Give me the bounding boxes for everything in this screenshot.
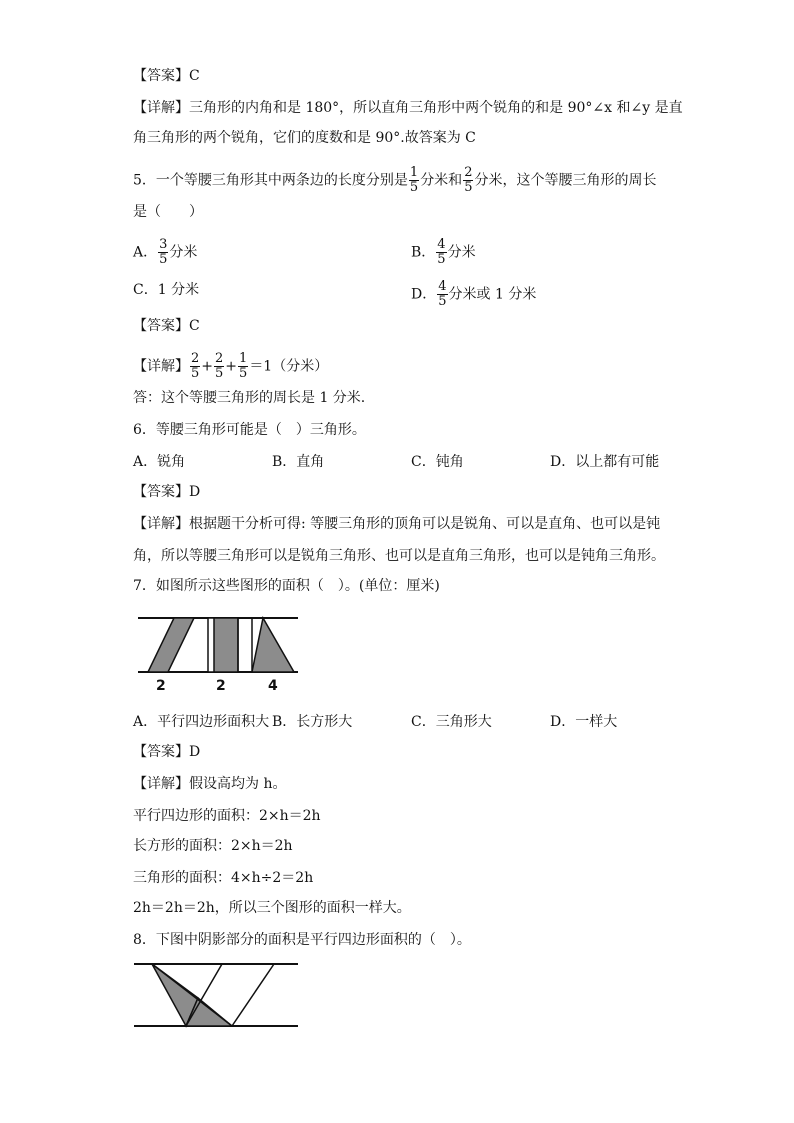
q8-parallelogram-right-side bbox=[232, 964, 274, 1026]
q7-detail: 【详解】假设高均为 h。 bbox=[133, 776, 287, 792]
q5-detail: 【详解】 $\frac{2}{5}$ + $\frac{2}{5}$ + $\frac{1}{5}$ ＝1（分米） bbox=[133, 351, 329, 381]
q7-label-rectangle-base: 2 bbox=[216, 678, 226, 692]
q6-answer: 【答案】D bbox=[133, 484, 201, 500]
q5-stem bbox=[133, 166, 656, 195]
q7-option-a: A．平行四边形面积大 bbox=[133, 714, 270, 730]
q5-fraction-2: $\frac{2}{5}$ bbox=[464, 165, 473, 195]
q6-option-c: C．钝角 bbox=[411, 454, 464, 470]
q5-option-a-fraction: $\frac{3}{5}$ bbox=[159, 237, 168, 267]
q5-stem-part2: 分米和 bbox=[420, 172, 463, 189]
q5-option-b-fraction: $\frac{4}{5}$ bbox=[437, 237, 446, 267]
q4-answer: 【答案】C bbox=[133, 68, 200, 84]
q5-answer: 【答案】C bbox=[133, 318, 200, 334]
q5-option-d-fraction: $\frac{4}{5}$ bbox=[438, 279, 447, 309]
q5-option-a: A． $\frac{3}{5}$ 分米 bbox=[133, 237, 198, 267]
q5-stem-line2: 是（ ） bbox=[133, 204, 203, 220]
q5-fraction-1: $\frac{1}{5}$ bbox=[409, 165, 419, 195]
q5-stem-part1: 5．一个等腰三角形其中两条边的长度分别是 bbox=[133, 172, 408, 189]
q5-option-d: D． $\frac{4}{5}$ 分米或 1 分米 bbox=[411, 279, 537, 309]
q8-stem: 8．下图中阴影部分的面积是平行四边形面积的（ ）。 bbox=[133, 932, 471, 948]
q7-option-d: D．一样大 bbox=[550, 714, 618, 730]
q5-option-c: C．1 分米 bbox=[133, 282, 200, 298]
q5-stem-part3: 分米，这个等腰三角形的周长 bbox=[474, 172, 657, 189]
q4-detail-line2: 角三角形的两个锐角，它们的度数和是 90°.故答案为 C bbox=[133, 130, 476, 146]
q5-conclusion: 答：这个等腰三角形的周长是 1 分米. bbox=[133, 390, 366, 406]
q7-triangle bbox=[252, 618, 294, 672]
q7-option-b: B．长方形大 bbox=[272, 714, 353, 730]
q4-detail-line1: 【详解】三角形的内角和是 180°，所以直角三角形中两个锐角的和是 90°∠x 和∠y 是直 bbox=[133, 100, 683, 116]
q6-detail-line2: 角，所以等腰三角形可以是锐角三角形、也可以是直角三角形，也可以是钝角三角形。 bbox=[133, 548, 665, 564]
q7-parallelogram bbox=[148, 618, 194, 672]
q7-figure bbox=[136, 612, 300, 692]
q7-rectangle bbox=[214, 618, 238, 672]
q7-label-parallelogram-base: 2 bbox=[156, 678, 166, 692]
q7-calc-rectangle: 长方形的面积：2×h＝2h bbox=[133, 838, 293, 854]
q7-label-triangle-base: 4 bbox=[268, 678, 278, 692]
q7-conclusion: 2h＝2h＝2h，所以三个图形的面积一样大。 bbox=[133, 900, 411, 916]
q6-stem: 6．等腰三角形可能是（ ）三角形。 bbox=[133, 422, 366, 438]
q7-answer: 【答案】D bbox=[133, 744, 201, 760]
q7-option-c: C．三角形大 bbox=[411, 714, 492, 730]
q7-stem: 7．如图所示这些图形的面积（ ）。(单位：厘米) bbox=[133, 578, 440, 594]
q6-option-a: A．锐角 bbox=[133, 454, 186, 470]
q8-figure bbox=[132, 958, 300, 1032]
q7-calc-triangle: 三角形的面积：4×h÷2＝2h bbox=[133, 870, 314, 886]
q7-calc-parallelogram: 平行四边形的面积：2×h＝2h bbox=[133, 808, 321, 824]
q6-detail-line1: 【详解】根据题干分析可得: 等腰三角形的顶角可以是锐角、可以是直角、也可以是钝 bbox=[133, 516, 661, 532]
q6-option-d: D．以上都有可能 bbox=[550, 454, 660, 470]
q6-option-b: B．直角 bbox=[272, 454, 325, 470]
q5-option-b: B． $\frac{4}{5}$ 分米 bbox=[411, 237, 476, 267]
